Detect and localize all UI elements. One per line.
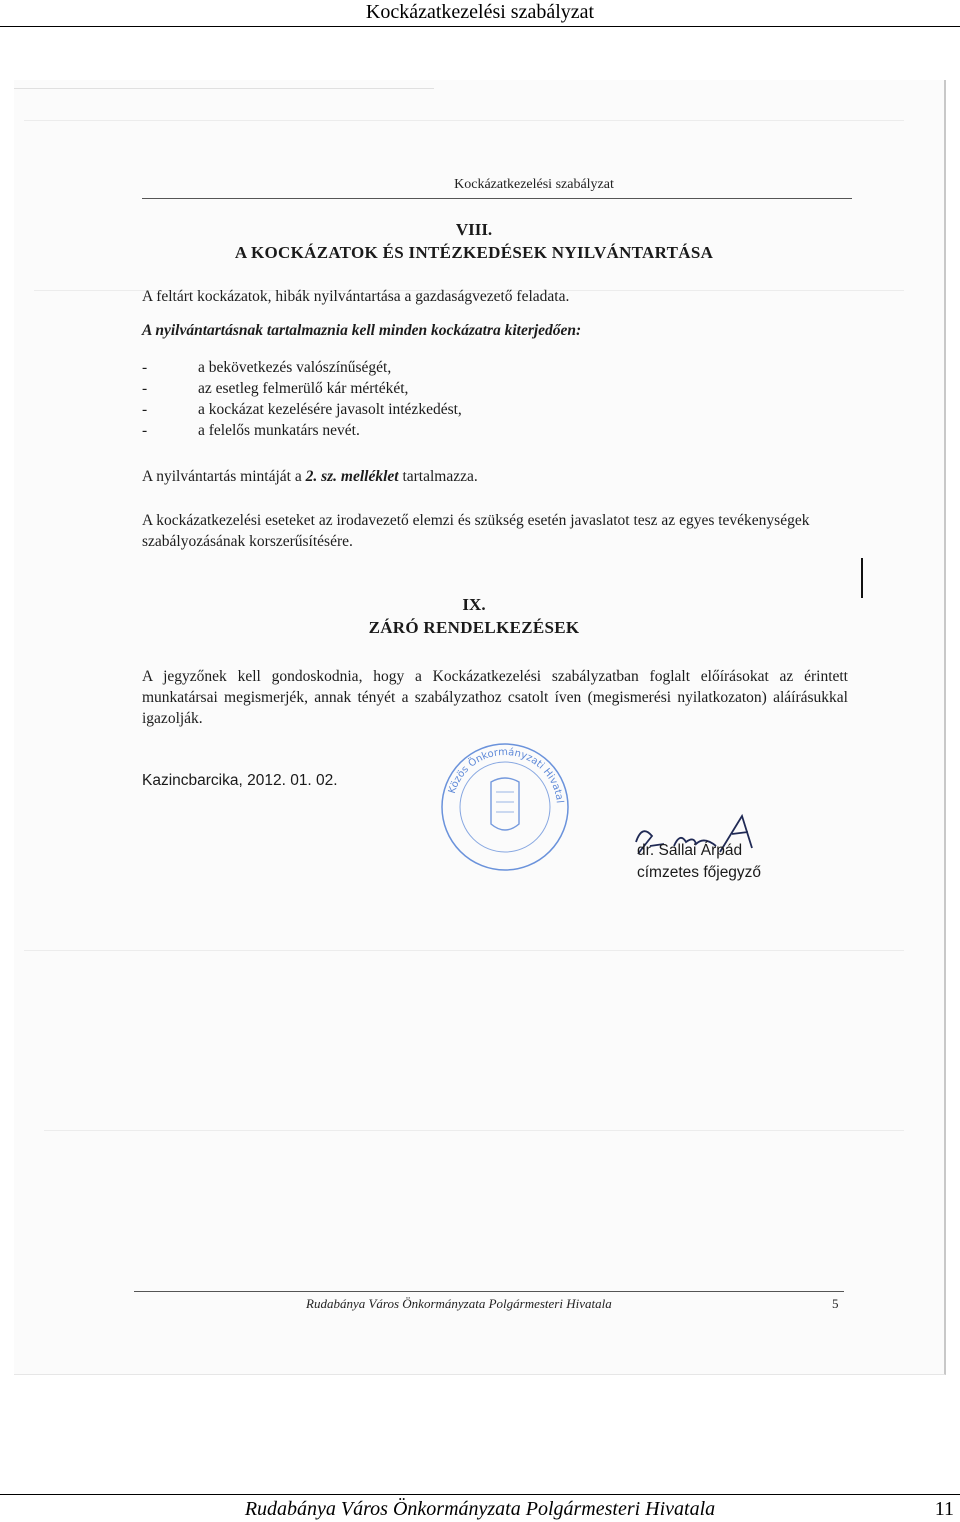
margin-mark <box>861 558 863 598</box>
stamp-text: Közös Önkormányzati Hivatal <box>446 746 565 804</box>
section-9-title: ZÁRÓ RENDELKEZÉSEK <box>368 618 580 637</box>
official-stamp <box>438 740 572 874</box>
scan-page-number: 5 <box>832 1296 839 1311</box>
paragraph-text: A nyilvántartás mintáját a <box>142 468 306 485</box>
section-9-number: IX. <box>462 595 486 614</box>
list-bullet: - <box>142 422 148 439</box>
scan-footer-rule <box>134 1291 844 1292</box>
section-8-title: A KOCKÁZATOK ÉS INTÉZKEDÉSEK NYILVÁNTARTÁSA <box>234 243 714 262</box>
list-bullet: - <box>142 380 148 397</box>
list-item-text: a bekövetkezés valószínűségét, <box>198 359 392 376</box>
page-header: Kockázatkezelési szabályzat <box>0 0 960 27</box>
list-item <box>142 379 408 399</box>
list-item-text: a kockázat kezelésére javasolt intézkedést, <box>198 401 462 418</box>
svg-text:Közös Önkormányzati Hivatal <box>447 746 565 804</box>
signer-name: dr. Sallai Árpád <box>637 842 743 859</box>
page-footer <box>0 1497 960 1522</box>
page-footer-rule <box>0 1494 960 1495</box>
section-8-number: VIII. <box>455 220 493 239</box>
list-item-text: a felelős munkatárs nevét. <box>198 422 360 439</box>
place-and-date: Kazincbarcika, 2012. 01. 02. <box>142 772 338 789</box>
list-bullet: - <box>142 401 148 418</box>
scan-header: Kockázatkezelési szabályzat <box>454 177 614 192</box>
section-9-paragraph-1: A jegyzőnek kell gondoskodnia, hogy a Kockázatkezelési szabályzatban foglalt előírásokat az érintett munkatársai megismerjék, annak tényét a szabályzathoz csatolt íven (megismerési nyilatkozaton) aláírásukkal igazolják. <box>142 668 848 727</box>
scan-noise <box>24 950 904 951</box>
section-8-paragraph-2 <box>142 466 848 487</box>
scan-edge-line <box>14 88 434 89</box>
list-item <box>142 400 462 420</box>
scan-header-rule <box>142 198 852 199</box>
signer-title: címzetes főjegyző <box>637 864 762 881</box>
scan-noise <box>24 120 904 121</box>
list-bullet: - <box>142 359 148 376</box>
section-8-list-intro: A nyilvántartásnak tartalmaznia kell minden kockázatra kiterjedően: <box>142 322 582 339</box>
section-8-paragraph-3: A kockázatkezelési eseteket az irodavezető elemzi és szükség esetén javaslatot tesz az egyes tevékenységek szabályozásának korszerűsítésére. <box>142 512 810 550</box>
paragraph-text: tartalmazza. <box>398 468 478 485</box>
scan-noise <box>44 1130 904 1131</box>
page-footer-title: Rudabánya Város Önkormányzata Polgármesteri Hivatala <box>244 1498 716 1520</box>
list-item-text: az esetleg felmerülő kár mértékét, <box>198 380 409 397</box>
scan-footer: Rudabánya Város Önkormányzata Polgármesteri Hivatala <box>306 1296 612 1311</box>
page-number: 11 <box>934 1498 954 1520</box>
list-item <box>142 358 391 378</box>
scanned-page <box>14 80 946 1375</box>
annex-reference: 2. sz. melléklet <box>305 468 399 485</box>
section-8-paragraph-1: A feltárt kockázatok, hibák nyilvántartása a gazdaságvezető feladata. <box>142 288 570 305</box>
list-item <box>142 421 360 441</box>
